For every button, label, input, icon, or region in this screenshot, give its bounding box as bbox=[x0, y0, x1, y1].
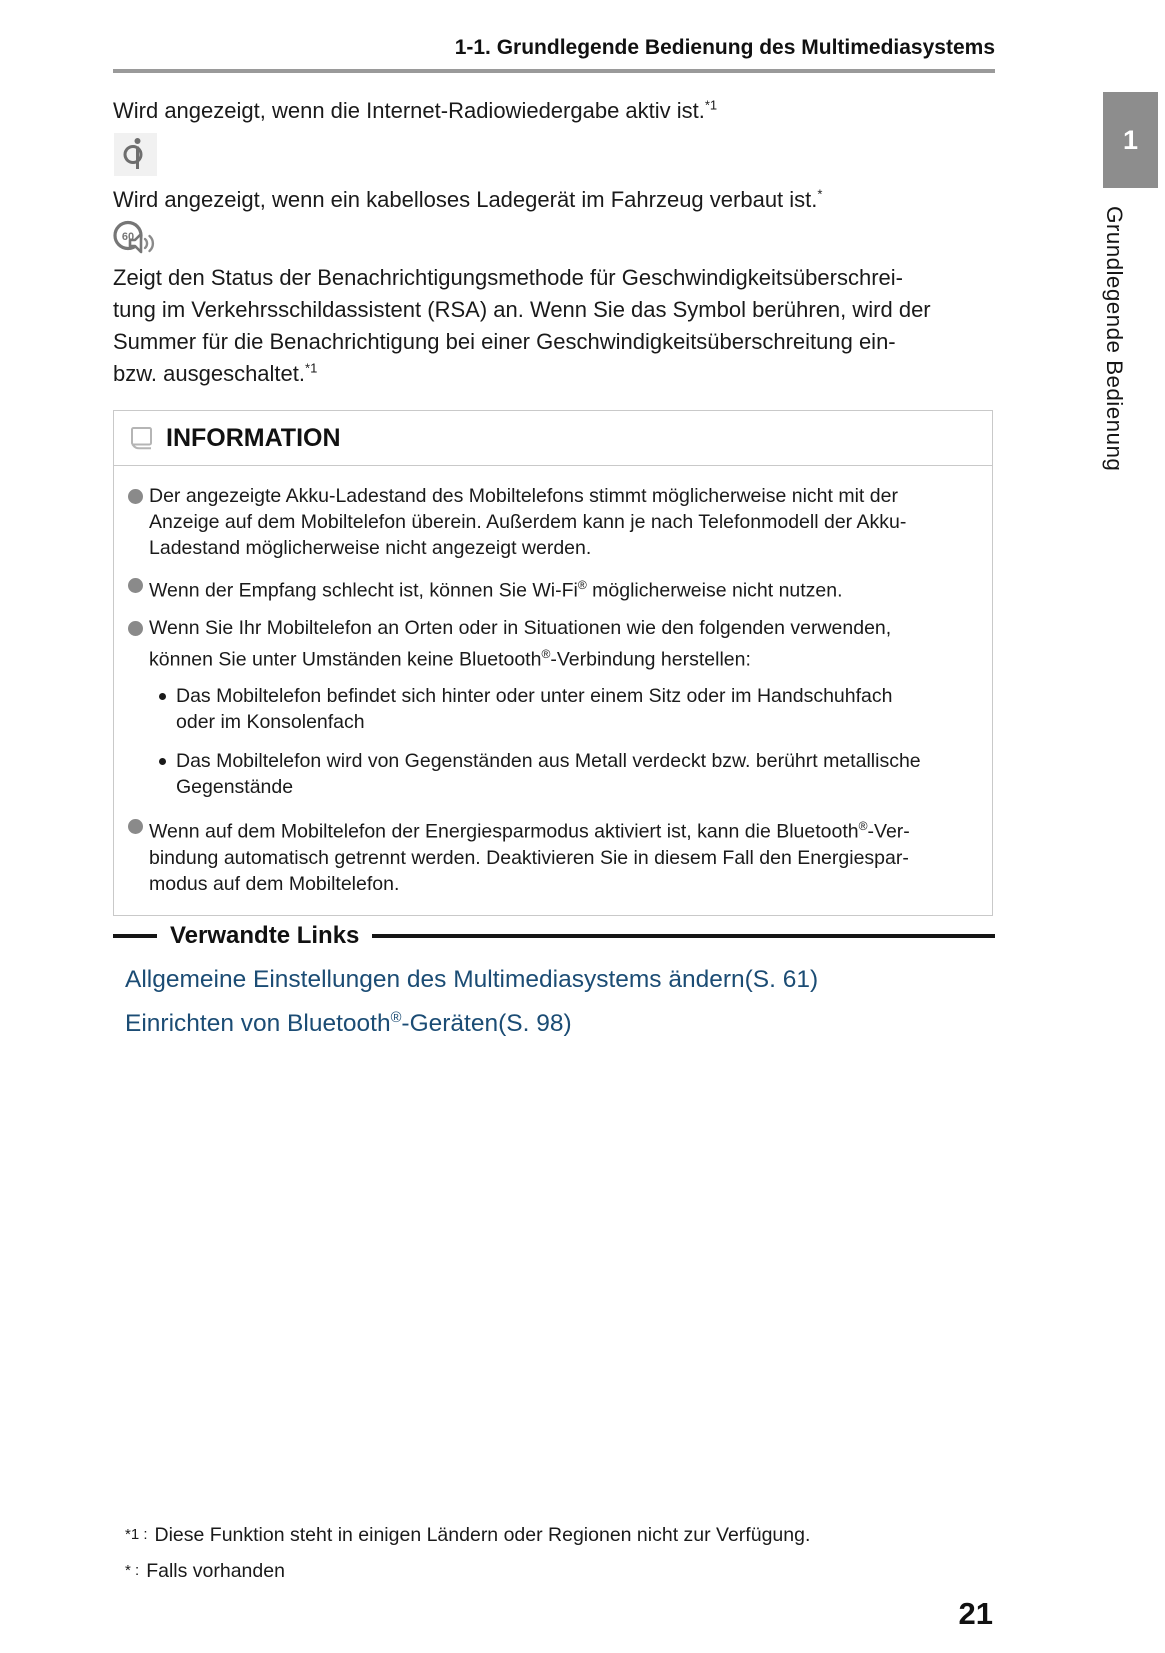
related-links-list bbox=[125, 966, 818, 1038]
text-line bbox=[149, 845, 982, 871]
text-line bbox=[176, 748, 982, 774]
text-segment: können Sie unter Umständen keine Bluetooth bbox=[149, 648, 542, 670]
bullet-text bbox=[149, 813, 982, 897]
para-rsa-status bbox=[113, 262, 995, 390]
text-line bbox=[149, 871, 982, 897]
text-segment: oder im Konsolenfach bbox=[176, 711, 365, 733]
text-line bbox=[176, 774, 982, 800]
qi-icon bbox=[114, 133, 157, 176]
footnote-row bbox=[125, 1522, 810, 1550]
footnote-ref: *1 bbox=[305, 360, 318, 376]
footnote-text: Diese Funktion steht in einigen Ländern oder Regionen nicht zur Verfügung. bbox=[154, 1524, 811, 1546]
footnotes bbox=[125, 1522, 810, 1594]
footnote-ref: *1 bbox=[704, 97, 718, 113]
text-segment: bindung automatisch getrennt werden. Deaktivieren Sie in diesem Fall den Energiespar- bbox=[149, 846, 909, 869]
footnote-row bbox=[125, 1558, 810, 1586]
text-segment: -Ver- bbox=[867, 820, 910, 843]
footnote-ref: * bbox=[817, 186, 823, 202]
info-list bbox=[114, 466, 992, 915]
text-segment: Wenn auf dem Mobiltelefon der Energiesparmodus aktiviert ist, kann die Bluetooth bbox=[149, 820, 859, 843]
text-segment: modus auf dem Mobiltelefon. bbox=[149, 872, 400, 895]
heading-rule bbox=[372, 934, 995, 938]
para-internet-radio bbox=[113, 95, 995, 127]
circle-bullet-icon bbox=[128, 819, 143, 834]
book-icon bbox=[129, 424, 154, 453]
chapter-tab bbox=[1103, 92, 1158, 188]
text-line bbox=[149, 535, 982, 561]
chapter-label: Grundlegende Bedienung bbox=[1102, 206, 1127, 472]
registered-trademark-sup: ® bbox=[858, 819, 868, 833]
bullet-text bbox=[149, 615, 982, 673]
registered-trademark-sup: ® bbox=[390, 1010, 402, 1026]
info-sub-bullet-item bbox=[149, 748, 982, 800]
info-bullet-item bbox=[128, 615, 982, 673]
circle-bullet-icon bbox=[128, 489, 143, 504]
registered-trademark-sup: ® bbox=[541, 646, 551, 661]
text-segment: -Verbindung herstellen: bbox=[550, 648, 751, 670]
footnote-text: Falls vorhanden bbox=[146, 1560, 285, 1582]
related-link[interactable] bbox=[125, 1010, 818, 1038]
text-segment: Der angezeigte Akku-Ladestand des Mobiltelefons stimmt möglicherweise nicht mit der bbox=[149, 485, 898, 507]
registered-trademark-sup: ® bbox=[577, 578, 587, 592]
circle-bullet-icon bbox=[128, 621, 143, 636]
page-header-title: 1-1. Grundlegende Bedienung des Multimediasystems bbox=[454, 36, 995, 59]
heading-dash bbox=[113, 934, 157, 938]
svg-text:60: 60 bbox=[121, 231, 135, 243]
related-links-heading: Verwandte Links bbox=[170, 922, 360, 949]
info-bullet-item bbox=[128, 572, 982, 604]
text-segment: -Geräten(S. 98) bbox=[401, 1010, 572, 1038]
text-line bbox=[113, 358, 995, 390]
information-box-title: INFORMATION bbox=[166, 423, 341, 452]
bullet-text bbox=[149, 483, 982, 561]
footnote-marker: * : bbox=[125, 1562, 140, 1579]
header-rule bbox=[113, 69, 995, 73]
info-bullet-item bbox=[128, 813, 982, 897]
circle-bullet-icon bbox=[128, 578, 143, 593]
text-line: Zeigt den Status der Benachrichtigungsmethode für Geschwindigkeitsüberschrei- bbox=[113, 265, 903, 290]
info-bullet-item bbox=[128, 483, 982, 561]
bullet-text bbox=[176, 748, 982, 800]
text-line bbox=[176, 709, 982, 735]
text-segment: Wenn der Empfang schlecht ist, können Sie Wi-Fi bbox=[149, 579, 578, 602]
related-link[interactable] bbox=[125, 966, 818, 994]
text-line bbox=[149, 572, 982, 604]
speed-limit-buzzer-icon bbox=[110, 218, 160, 262]
text-segment: Gegenstände bbox=[176, 776, 294, 798]
text-segment: Wenn Sie Ihr Mobiltelefon an Orten oder in Situationen wie den folgenden verwenden, bbox=[149, 616, 892, 639]
related-links-heading-row bbox=[113, 922, 995, 950]
text-segment: Einrichten von Bluetooth bbox=[125, 1010, 391, 1038]
information-box bbox=[113, 410, 993, 916]
page-number: 21 bbox=[958, 1596, 993, 1631]
speed-limit-buzzer-glyph bbox=[110, 218, 160, 262]
text-line bbox=[149, 615, 982, 641]
text-line bbox=[149, 813, 982, 845]
text-line: Summer für die Benachrichtigung bei einer Geschwindigkeitsüberschreitung ein- bbox=[113, 329, 896, 354]
footnote-marker: *1 : bbox=[125, 1526, 148, 1543]
text-segment: Ladestand möglicherweise nicht angezeigt werden. bbox=[149, 537, 592, 559]
text-segment: Das Mobiltelefon befindet sich hinter oder unter einem Sitz oder im Handschuhfach bbox=[176, 685, 893, 707]
text-segment: möglicherweise nicht nutzen. bbox=[586, 579, 843, 602]
bullet-text bbox=[176, 683, 982, 735]
para-text: Wird angezeigt, wenn ein kabelloses Ladegerät im Fahrzeug verbaut ist. bbox=[113, 187, 818, 212]
information-box-header bbox=[114, 411, 992, 466]
para-text: Wird angezeigt, wenn die Internet-Radiowiedergabe aktiv ist. bbox=[113, 98, 705, 123]
text-line bbox=[149, 641, 982, 673]
para-wireless-charger bbox=[113, 184, 995, 216]
text-segment: Anzeige auf dem Mobiltelefon überein. Außerdem kann je nach Telefonmodell der Akku- bbox=[149, 511, 907, 533]
text-line: tung im Verkehrsschildassistent (RSA) an. Wenn Sie das Symbol berühren, wird der bbox=[113, 297, 931, 322]
bullet-text bbox=[149, 572, 982, 604]
text-line bbox=[149, 509, 982, 535]
dot-bullet-icon bbox=[159, 758, 166, 765]
qi-icon-glyph bbox=[114, 133, 157, 176]
text-segment: Das Mobiltelefon wird von Gegenständen aus Metall verdeckt bzw. berührt metallische bbox=[176, 750, 921, 772]
para-text: bzw. ausgeschaltet. bbox=[113, 361, 306, 386]
text-segment: Allgemeine Einstellungen des Multimediasystems ändern(S. 61) bbox=[125, 966, 819, 993]
text-line bbox=[176, 683, 982, 709]
info-sub-bullet-item bbox=[149, 683, 982, 735]
text-line bbox=[149, 483, 982, 509]
chapter-number: 1 bbox=[1122, 124, 1139, 155]
dot-bullet-icon bbox=[159, 693, 166, 700]
